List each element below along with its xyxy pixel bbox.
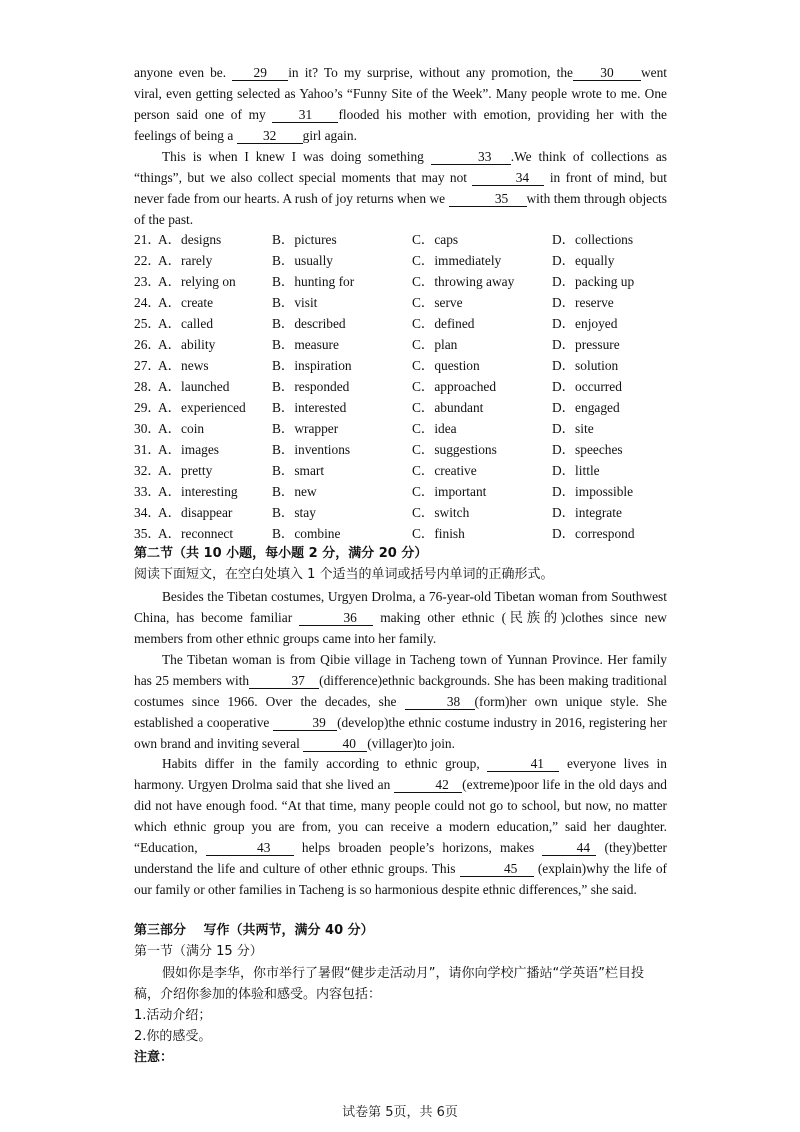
option-b: B．hunting for <box>272 274 355 289</box>
page-footer: 试卷第 5页，共 6页 <box>342 1105 458 1120</box>
text-run: flooded his mother with emotion, providing her with the feelings of being a <box>134 107 667 143</box>
option-c: C．question <box>412 358 480 373</box>
option-row-30 <box>134 418 667 439</box>
option-b: B．interested <box>272 400 347 415</box>
option-a: A．disappear <box>158 505 233 520</box>
blank-35: 35 <box>449 191 527 207</box>
text-run: (develop)the ethnic costume industry in 2016, registering her own brand and inviting several <box>134 715 667 751</box>
question-number: 32． <box>134 463 161 478</box>
text-run: helps broaden people’s horizons, makes <box>301 840 535 855</box>
question-number: 34． <box>134 505 161 520</box>
option-b: B．combine <box>272 526 341 541</box>
text-run: with them through objects of the past. <box>134 191 667 227</box>
option-a: A．experienced <box>158 400 246 415</box>
option-b: B．visit <box>272 295 318 310</box>
option-d: D．impossible <box>552 484 634 499</box>
option-d: D．engaged <box>552 400 620 415</box>
option-row-24 <box>134 292 667 313</box>
option-d: D．integrate <box>552 505 622 520</box>
option-c: C．finish <box>412 526 465 541</box>
option-d: D．pressure <box>552 337 620 352</box>
option-row-32 <box>134 460 667 481</box>
blank-38: 38 <box>405 694 475 710</box>
option-row-28 <box>134 376 667 397</box>
blank-30: 30 <box>573 65 641 81</box>
option-c: C．suggestions <box>412 442 497 457</box>
option-a: A．pretty <box>158 463 213 478</box>
option-d: D．solution <box>552 358 619 373</box>
option-c: C．abundant <box>412 400 484 415</box>
blank-34: 34 <box>472 170 544 186</box>
blank-33: 33 <box>431 149 511 165</box>
passage-paragraph-1 <box>134 62 667 146</box>
blank-41: 41 <box>487 756 559 772</box>
option-row-23 <box>134 271 667 292</box>
text-run: (extreme)poor life in the old days and did not have enough food. “At that time, many people could not go to school, but now, no matter which ethnic group you are from, you can receive a modern education,” said her daughter. “Education, <box>134 777 668 855</box>
text-run: (difference)ethnic backgrounds. She has been making traditional costumes since 1966. Over the decades, she <box>134 673 667 709</box>
option-b: B．pictures <box>272 232 337 247</box>
options-list <box>134 229 667 544</box>
text-run: (they)better understand the life and culture of other ethnic groups. This <box>134 840 667 876</box>
question-number: 23． <box>134 274 161 289</box>
option-a: A．news <box>158 358 209 373</box>
option-row-27 <box>134 355 667 376</box>
option-c: C．defined <box>412 316 475 331</box>
option-a: A．coin <box>158 421 205 436</box>
option-d: D．occurred <box>552 379 622 394</box>
option-a: A．designs <box>158 232 222 247</box>
option-row-22 <box>134 250 667 271</box>
option-row-34 <box>134 502 667 523</box>
writing-prompt: 假如你是李华，你市举行了暑假“健步走活动月”，请你向学校广播站“学英语”栏目投稿，介绍你参加的体验和感受。内容包括： <box>134 966 644 1002</box>
option-b: B．inventions <box>272 442 351 457</box>
question-number: 28． <box>134 379 161 394</box>
option-row-31 <box>134 439 667 460</box>
option-c: C．caps <box>412 232 459 247</box>
option-a: A．reconnect <box>158 526 234 541</box>
option-row-26 <box>134 334 667 355</box>
section-2-title: 第二节（共 10 小题，每小题 2 分，满分 20 分） <box>134 546 428 561</box>
blank-36: 36 <box>299 610 373 626</box>
option-b: B．new <box>272 484 317 499</box>
text-run: anyone even be. <box>134 65 227 80</box>
text-run: Besides the Tibetan costumes, Urgyen Drolma, a 76-year-old Tibetan woman from Southwest China, has become familiar <box>134 589 667 625</box>
blank-29: 29 <box>232 65 288 81</box>
blank-43: 43 <box>206 840 294 856</box>
option-c: C．approached <box>412 379 497 394</box>
option-b: B．stay <box>272 505 316 520</box>
question-number: 25． <box>134 316 161 331</box>
grammar-paragraph-3 <box>134 753 667 900</box>
option-a: A．launched <box>158 379 230 394</box>
passage-paragraph-2 <box>134 146 667 230</box>
option-b: B．responded <box>272 379 350 394</box>
option-b: B．measure <box>272 337 339 352</box>
option-c: C．switch <box>412 505 470 520</box>
section-2-instruction: 阅读下面短文，在空白处填入 1 个适当的单词或括号内单词的正确形式。 <box>134 567 554 582</box>
question-number: 27． <box>134 358 161 373</box>
writing-item-1: 1.活动介绍； <box>134 1008 212 1023</box>
option-d: D．packing up <box>552 274 635 289</box>
part-3-title: 第三部分 写作（共两节，满分 40 分） <box>134 923 374 938</box>
blank-42: 42 <box>394 777 462 793</box>
option-d: D．enjoyed <box>552 316 618 331</box>
option-c: C．creative <box>412 463 477 478</box>
grammar-paragraph-1 <box>134 586 667 649</box>
blank-32: 32 <box>237 128 303 144</box>
blank-45: 45 <box>460 861 534 877</box>
option-row-21 <box>134 229 667 250</box>
option-d: D．collections <box>552 232 634 247</box>
option-c: C．important <box>412 484 487 499</box>
text-run: making other ethnic (民族的)clothes since new members from other ethnic groups came into her family. <box>134 610 667 646</box>
option-a: A．interesting <box>158 484 238 499</box>
option-d: D．reserve <box>552 295 614 310</box>
text-run: everyone lives in harmony. Urgyen Drolma said that she lived an <box>134 756 667 792</box>
text-run: .We think of collections as “things”, but we also collect special moments that may not <box>134 149 667 185</box>
option-d: D．equally <box>552 253 615 268</box>
option-d: D．site <box>552 421 594 436</box>
question-number: 35． <box>134 526 161 541</box>
option-a: A．create <box>158 295 214 310</box>
option-c: C．serve <box>412 295 463 310</box>
option-row-29 <box>134 397 667 418</box>
part-3-subtitle: 第一节（满分 15 分） <box>134 944 263 959</box>
blank-31: 31 <box>272 107 338 123</box>
question-number: 24． <box>134 295 161 310</box>
text-run: in it? To my surprise, without any promotion, the <box>288 65 573 80</box>
text-run: Habits differ in the family according to ethnic group, <box>162 756 480 771</box>
blank-39: 39 <box>273 715 337 731</box>
option-a: A．images <box>158 442 219 457</box>
option-b: B．wrapper <box>272 421 339 436</box>
text-run: went viral, even getting selected as Yahoo’s “Funny Site of the Week”. Many people wrote to me. One person said one of my <box>134 65 667 122</box>
question-number: 26． <box>134 337 161 352</box>
option-c: C．plan <box>412 337 458 352</box>
question-number: 31． <box>134 442 161 457</box>
option-row-35 <box>134 523 667 544</box>
text-run: (explain)why the life of our family or other families in Tacheng is so harmonious despite ethnic differences,” she said. <box>134 861 667 897</box>
question-number: 29． <box>134 400 161 415</box>
option-a: A．called <box>158 316 214 331</box>
grammar-paragraph-2 <box>134 649 667 754</box>
question-number: 21． <box>134 232 161 247</box>
blank-40: 40 <box>303 736 367 752</box>
text-run: in front of mind, but never fade from our hearts. A rush of joy returns when we <box>134 170 667 206</box>
option-a: A．ability <box>158 337 216 352</box>
writing-item-2: 2.你的感受。 <box>134 1029 212 1044</box>
option-c: C．idea <box>412 421 457 436</box>
blank-44: 44 <box>542 840 596 856</box>
option-c: C．throwing away <box>412 274 515 289</box>
option-b: B．described <box>272 316 346 331</box>
blank-37: 37 <box>249 673 319 689</box>
option-d: D．correspond <box>552 526 635 541</box>
question-number: 30． <box>134 421 161 436</box>
option-b: B．smart <box>272 463 325 478</box>
option-a: A．rarely <box>158 253 213 268</box>
text-run: girl again. <box>302 128 357 143</box>
option-c: C．immediately <box>412 253 502 268</box>
option-row-33 <box>134 481 667 502</box>
option-a: A．relying on <box>158 274 236 289</box>
question-number: 33． <box>134 484 161 499</box>
text-run: (villager)to join. <box>367 736 455 751</box>
text-run: The Tibetan woman is from Qibie village in Tacheng town of Yunnan Province. Her family has 25 members with <box>134 652 667 688</box>
option-b: B．inspiration <box>272 358 352 373</box>
option-d: D．little <box>552 463 600 478</box>
question-number: 22． <box>134 253 161 268</box>
option-d: D．speeches <box>552 442 623 457</box>
option-b: B．usually <box>272 253 334 268</box>
option-row-25 <box>134 313 667 334</box>
text-run: (form)her own unique style. She established a cooperative <box>134 694 667 730</box>
text-run: This is when I knew I was doing something <box>162 149 424 164</box>
note-label: 注意： <box>134 1050 174 1065</box>
